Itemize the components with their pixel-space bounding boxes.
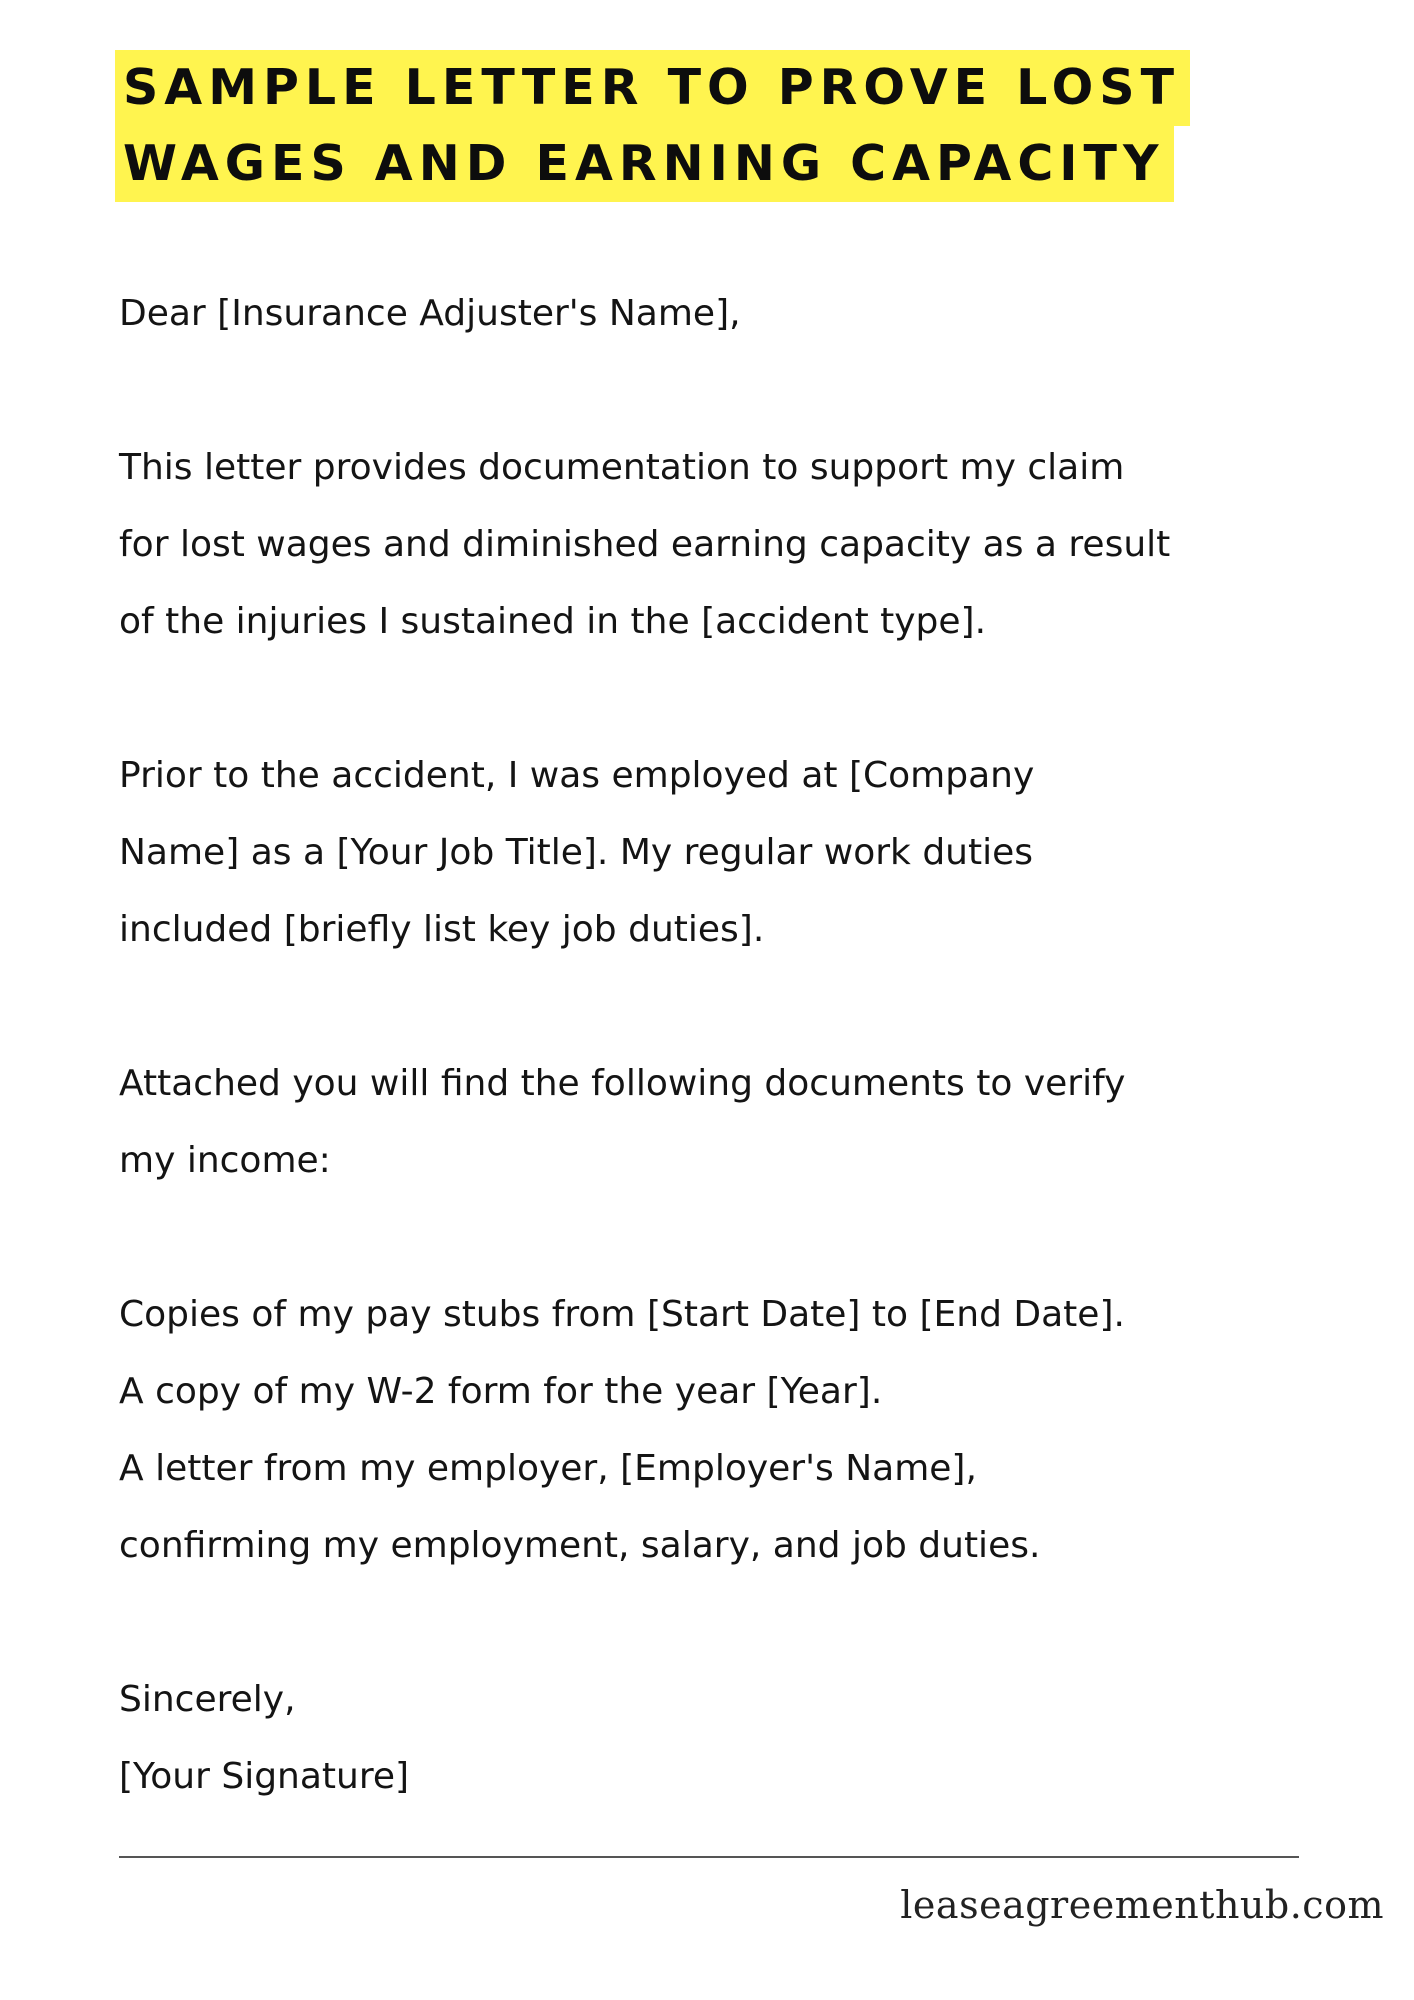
paragraph-line: Prior to the accident, I was employed at [Company [119, 755, 1035, 796]
paragraph-line: included [briefly list key job duties]. [119, 909, 765, 950]
footer-divider [119, 1856, 1299, 1858]
paragraph-line: Attached you will find the following documents to verify [119, 1063, 1126, 1104]
salutation [119, 275, 1359, 352]
closing-text: Sincerely, [119, 1679, 296, 1720]
title-line-1: SAMPLE LETTER TO PROVE LOST [115, 50, 1190, 126]
site-name: leaseagreementhub.com [900, 1883, 1384, 1927]
title-line-2: WAGES AND EARNING CAPACITY [115, 126, 1174, 202]
sign-off [119, 1661, 1359, 1815]
signature-placeholder: [Your Signature] [119, 1756, 410, 1797]
paragraph-line: Name] as a [Your Job Title]. My regular work duties [119, 832, 1034, 873]
letter-title [115, 50, 1190, 202]
document-list-item: Copies of my pay stubs from [Start Date] to [End Date]. [119, 1294, 1125, 1335]
document-list-item: confirming my employment, salary, and job duties. [119, 1525, 1041, 1566]
paragraph-line: my income: [119, 1140, 331, 1181]
paragraph-line: This letter provides documentation to support my claim [119, 447, 1125, 488]
document-list [119, 1276, 1359, 1584]
paragraph-line: of the injuries I sustained in the [accident type]. [119, 601, 987, 642]
document-list-item: A copy of my W-2 form for the year [Year]. [119, 1371, 883, 1412]
paragraph-employment [119, 737, 1359, 968]
paragraph-attachments-intro [119, 1045, 1359, 1199]
document-list-item: A letter from my employer, [Employer's Name], [119, 1448, 977, 1489]
salutation-text: Dear [Insurance Adjuster's Name], [119, 293, 741, 334]
paragraph-line: for lost wages and diminished earning capacity as a result [119, 524, 1171, 565]
paragraph-claim [119, 429, 1359, 660]
